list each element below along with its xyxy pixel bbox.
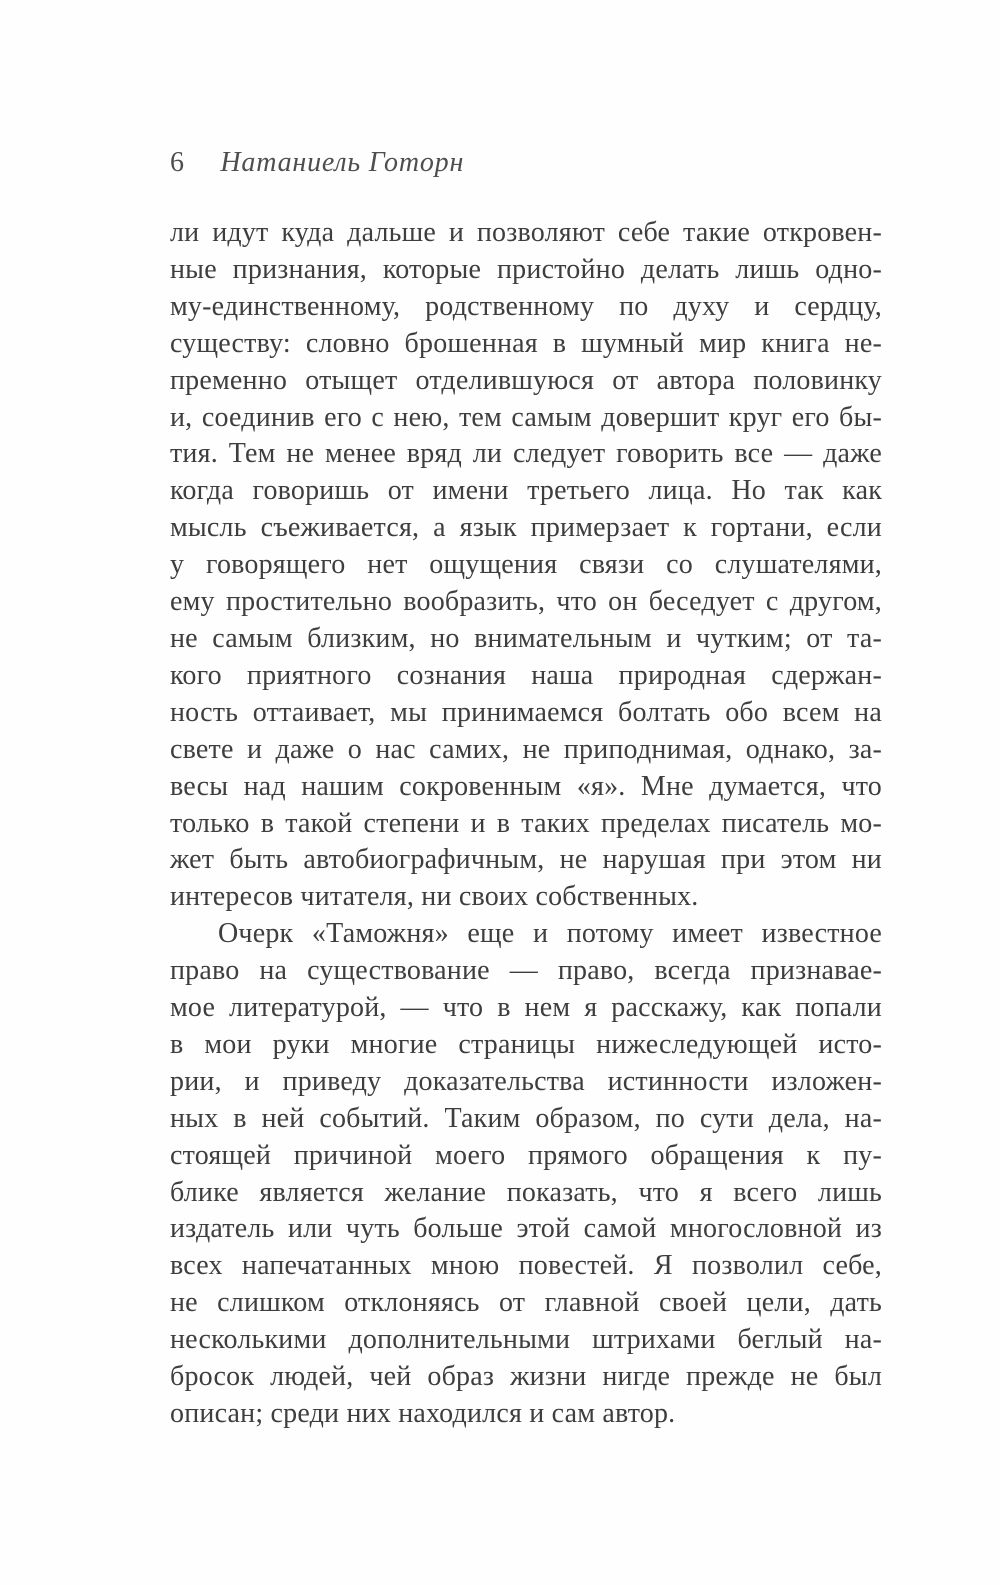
text-line: интересов читателя, ни своих собственных. xyxy=(170,881,699,913)
text-line: блике является желание показать, что я всего лишь xyxy=(170,1176,882,1208)
text-line: ли идут куда дальше и позволяют себе такие откровен- xyxy=(170,217,882,248)
text-line: ные признания, которые пристойно делать лишь одно- xyxy=(170,253,882,285)
text-line: пременно отыщет отделившуюся от автора половинку xyxy=(170,364,882,396)
text-line: не слишком отклоняясь от главной своей цели, дать xyxy=(170,1287,882,1319)
text-line: ных в ней событий. Таким образом, по сути дела, на- xyxy=(170,1102,882,1134)
text-line: му-единственному, родственному по духу и сердцу, xyxy=(170,290,882,322)
page-number: 6 xyxy=(170,147,185,178)
text-line: издатель или чуть больше этой самой многословной из xyxy=(170,1213,882,1245)
text-line: мысль съеживается, а язык примерзает к гортани, если xyxy=(170,512,882,544)
text-line: бросок людей, чей образ жизни нигде прежде не был xyxy=(170,1361,882,1393)
running-title: Натаниель Готорн xyxy=(220,147,465,178)
text-line: в мои руки многие страницы нижеследующей исто- xyxy=(170,1028,882,1060)
text-line: ему простительно вообразить, что он беседует с другом, xyxy=(170,586,882,618)
text-line: жет быть автобиографичным, не нарушая при этом ни xyxy=(170,844,882,876)
text-line: тия. Тем не менее вряд ли следует говорить все — даже xyxy=(170,438,882,470)
text-line: стоящей причиной моего прямого обращения к пу- xyxy=(170,1139,882,1171)
text-line: существу: словно брошенная в шумный мир книга не- xyxy=(170,327,882,359)
text-line: мое литературой, — что в нем я расскажу, как попали xyxy=(170,992,882,1024)
text-line: Очерк «Таможня» еще и потому имеет известное xyxy=(218,918,882,950)
text-line: несколькими дополнительными штрихами беглый на- xyxy=(170,1324,882,1356)
text-line: право на существование — право, всегда признавае- xyxy=(170,955,882,987)
text-line: весы над нашим сокровенным «я». Мне думается, что xyxy=(170,770,882,802)
paragraph xyxy=(170,215,882,916)
text-line: свете и даже о нас самих, не приподнимая, однако, за- xyxy=(170,733,882,765)
paragraph xyxy=(170,916,882,1433)
page-body xyxy=(170,215,882,1433)
text-line: кого приятного сознания наша природная сдержан- xyxy=(170,659,882,691)
text-line: описан; среди них находился и сам автор. xyxy=(170,1398,676,1429)
text-line: не самым близким, но внимательным и чутким; от та- xyxy=(170,622,882,654)
text-line: всех напечатанных мною повестей. Я позволил себе, xyxy=(170,1250,882,1282)
text-line: когда говоришь от имени третьего лица. Но так как xyxy=(170,475,882,507)
text-line: у говорящего нет ощущения связи со слушателями, xyxy=(170,549,882,581)
running-header xyxy=(170,147,464,179)
text-line: и, соединив его с нею, тем самым довершит круг его бы- xyxy=(170,401,882,433)
text-line: только в такой степени и в таких пределах писатель мо- xyxy=(170,807,882,839)
text-line: ность оттаивает, мы принимаемся болтать обо всем на xyxy=(170,696,882,728)
text-line: рии, и приведу доказательства истинности изложен- xyxy=(170,1065,882,1097)
